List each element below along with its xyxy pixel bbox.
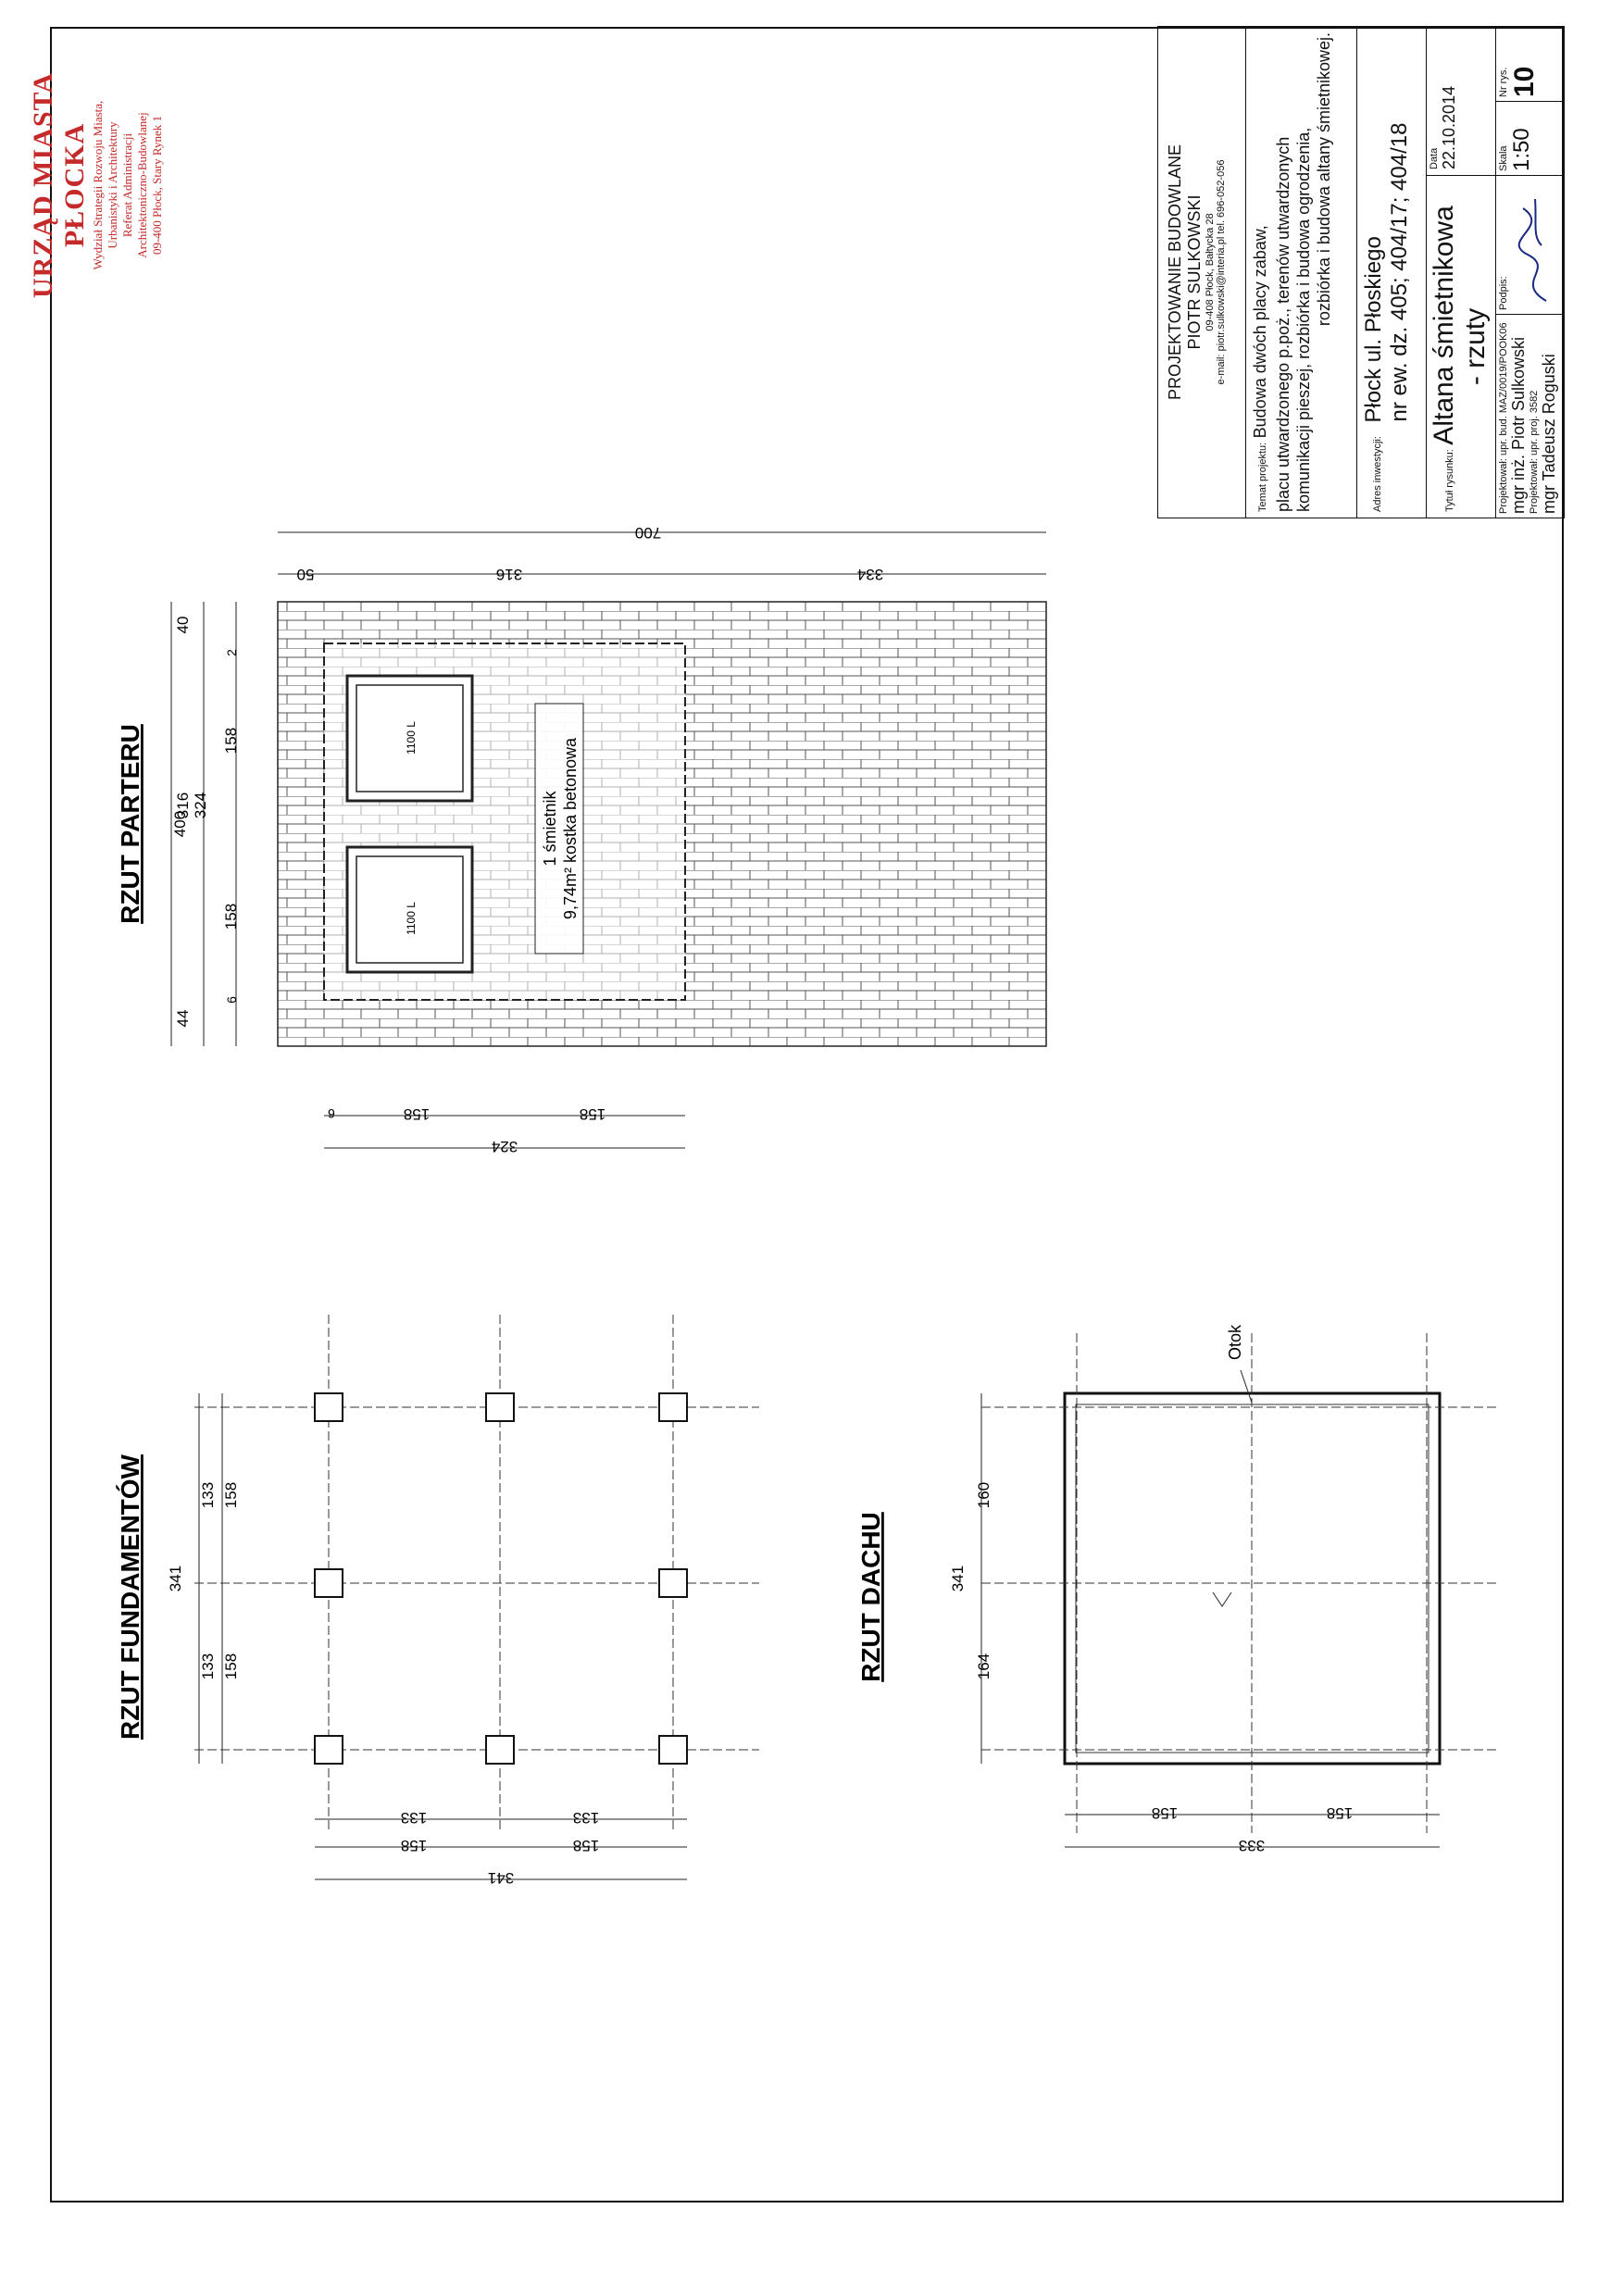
stamp-line: Architektoniczno-Budowlanej [135, 112, 149, 258]
room-name: 1 śmietnik [541, 791, 559, 867]
roof-bottom-158b: 158 [1326, 1804, 1354, 1822]
topic-line-1: Budowa dwóch placy zabaw, [1251, 225, 1269, 439]
dim-left-158b: 158 [222, 727, 240, 755]
designer-2-name: mgr Tadeusz Roguski [1540, 354, 1558, 514]
designers-block [1496, 314, 1564, 518]
dim-left-40: 40 [174, 616, 192, 634]
dim-left-44: 44 [174, 1009, 192, 1028]
roof-label-otok: Otok [1226, 1324, 1244, 1361]
fdn-left-158a: 158 [222, 1481, 240, 1509]
dim-bottom-158b: 158 [579, 1105, 606, 1123]
foundation-plan [116, 1315, 759, 1887]
signature-label: Podpis: [1498, 276, 1509, 310]
stamp-line: 09-400 Płock, Stary Rynek 1 [150, 115, 164, 256]
drawing-title-label: Tytuł rysunku: [1444, 449, 1455, 512]
roof-left-164: 164 [975, 1653, 993, 1680]
ground-plan-title: RZUT PARTERU [116, 724, 144, 924]
stamp-line: Referat Administracji [120, 132, 134, 238]
dim-left-2: 2 [224, 649, 239, 656]
signature-block [1496, 175, 1564, 314]
office-stamp [28, 19, 176, 352]
fdn-left-133b: 133 [199, 1653, 217, 1680]
handwritten-signature [1509, 181, 1560, 310]
roof-left-341: 341 [949, 1565, 967, 1592]
date-block [1427, 27, 1496, 175]
topic-line-3: komunikacji pieszej, rozbiórka i budowa ogrodzenia, [1294, 127, 1313, 512]
designer-2-label: Projektował: upr. proj. 3582 [1529, 390, 1540, 514]
bin-2-label: 1100 L [405, 721, 418, 755]
fdn-bottom-341: 341 [487, 1869, 515, 1887]
roof-plan [856, 1324, 1500, 1854]
dim-left-316: 316 [174, 792, 192, 819]
dim-left-400: 400 [171, 810, 189, 838]
topic-label: Temat projektu: [1257, 442, 1268, 512]
fdn-left-158b: 158 [222, 1653, 240, 1680]
dim-left-324: 324 [192, 792, 209, 819]
dim-bottom-6: 6 [328, 1106, 335, 1121]
fdn-bottom-133b: 133 [572, 1809, 600, 1827]
foundation-plan-title: RZUT FUNDAMENTÓW [116, 1454, 144, 1740]
stamp-line: Urbanistyki i Architektury [106, 121, 119, 249]
address-label: Adres inwestycji: [1372, 436, 1383, 512]
roof-plan-title: RZUT DACHU [856, 1512, 885, 1682]
scale-label: Skala [1498, 145, 1509, 171]
stamp-line: Wydział Strategii Rozwoju Miasta, [91, 100, 105, 270]
company-owner: PIOTR SULKOWSKI [1185, 194, 1204, 350]
roof-outline [1065, 1393, 1440, 1764]
dim-top-334: 334 [856, 566, 884, 583]
drawing-title-line-2: - rzuty [1460, 307, 1491, 386]
company-contact: e-mail: piotr.sulkowski@interia.pl tel. 696-052-056 [1216, 159, 1227, 385]
topic-line-2: placu utwardzonego p.poż., terenów utwardzonych [1274, 136, 1292, 512]
dim-bottom-158a: 158 [403, 1105, 431, 1123]
ground-floor-plan [116, 524, 1046, 1155]
company-name: PROJEKTOWANIE BUDOWLANE [1166, 144, 1184, 401]
drawing-title-block [1427, 175, 1496, 518]
designer-1-name: mgr inż. Piotr Sulkowski [1509, 336, 1528, 514]
date-label: Data [1429, 147, 1440, 169]
dim-left-6: 6 [224, 996, 239, 1004]
fdn-left-341: 341 [167, 1565, 184, 1592]
date-value: 22.10.2014 [1440, 85, 1458, 169]
title-block [1157, 28, 1563, 518]
room-area: 9,74m² kostka betonowa [561, 737, 580, 920]
dim-top-total: 700 [634, 524, 662, 542]
roof-bottom-158a: 158 [1151, 1804, 1179, 1822]
dim-top-50: 50 [296, 566, 315, 583]
bin-1-label: 1100 L [405, 902, 418, 935]
fdn-bottom-133a: 133 [400, 1809, 428, 1827]
fdn-bottom-158b: 158 [572, 1837, 600, 1854]
company-block [1158, 27, 1246, 518]
roof-bottom-333: 333 [1238, 1837, 1266, 1854]
investment-address-block [1357, 27, 1427, 518]
drawing-number-label: Nr rys. [1498, 67, 1509, 97]
topic-block [1246, 27, 1357, 518]
designer-1-label: Projektował: upr. bud. MAZ/0019/POOK06 [1498, 322, 1509, 514]
scale-block [1496, 101, 1564, 175]
scale-value: 1:50 [1509, 128, 1534, 171]
fdn-left-133a: 133 [199, 1481, 217, 1509]
dim-bottom-324: 324 [491, 1138, 518, 1155]
address-line-2: nr ew. dz. 405; 404/17; 404/18 [1387, 122, 1412, 422]
company-address: 09-408 Płock, Bałtycka 28 [1205, 213, 1216, 331]
drawing-title-line-1: Altana śmietnikowa [1429, 206, 1459, 445]
topic-line-4: rozbiórka i budowa altany śmietnikowej. [1315, 32, 1333, 327]
dim-left-158a: 158 [222, 903, 240, 930]
drawing-number-value: 10 [1509, 66, 1540, 97]
address-line-1: Płock ul. Płoskiego [1361, 236, 1386, 423]
dim-top-316: 316 [495, 566, 523, 583]
fdn-bottom-158a: 158 [400, 1837, 428, 1854]
roof-left-160: 160 [975, 1481, 993, 1509]
stamp-title: URZĄD MIASTA PŁOCKA [28, 72, 90, 298]
drawing-number-block [1496, 27, 1564, 101]
